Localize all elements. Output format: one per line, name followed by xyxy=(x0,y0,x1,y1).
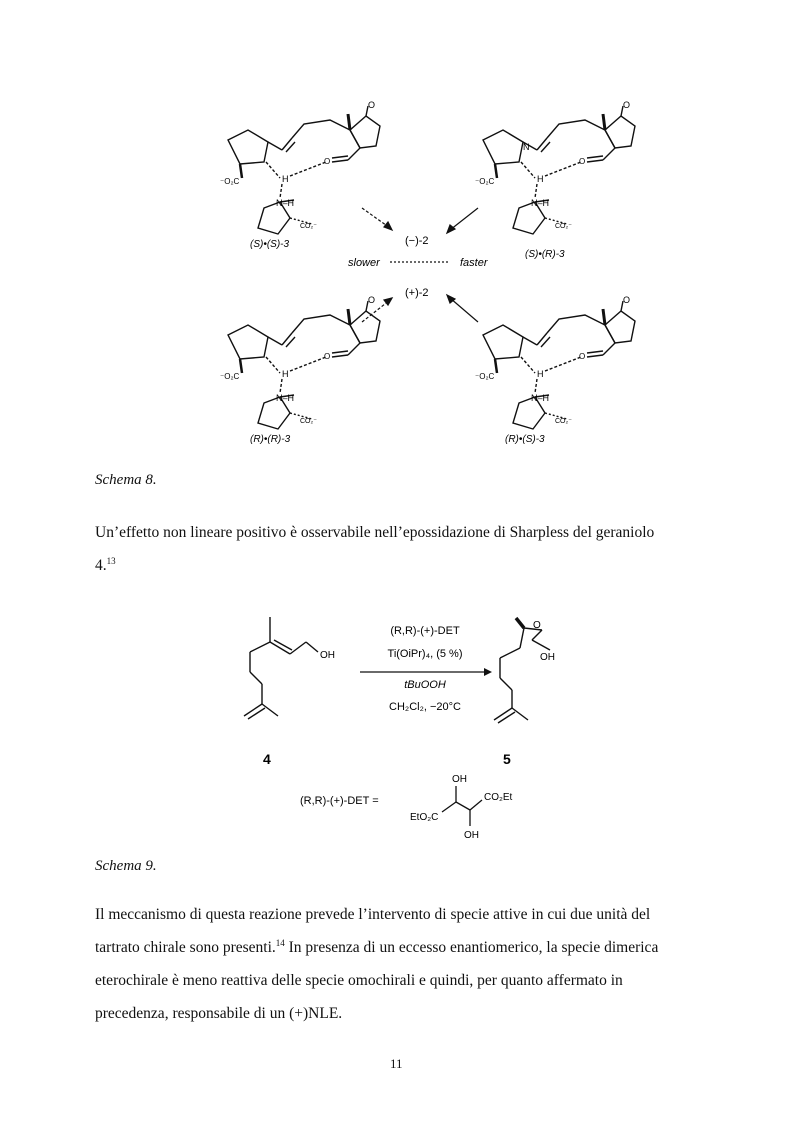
det-co2et: CO₂Et xyxy=(484,792,513,803)
condition-2: Ti(OiPr)₄, (5 %) xyxy=(387,648,463,660)
det-label: (R,R)-(+)-DET = xyxy=(300,795,379,807)
det-oh-bottom: OH xyxy=(464,830,479,841)
page-number: 11 xyxy=(390,1056,403,1071)
atom-label: O xyxy=(579,352,586,361)
atom-label: ⁻O₂C xyxy=(475,177,495,186)
scheme-8-figure xyxy=(200,100,640,460)
geraniol-structure xyxy=(244,617,318,719)
arrow-fast-bottom xyxy=(450,298,478,322)
transition-state-rs xyxy=(475,295,635,445)
paragraph-2-line: eterochirale è meno reattiva delle specie omochirali e quindi, per quanto affermato in xyxy=(95,972,623,989)
compound-ref: 4. xyxy=(95,557,107,574)
atom-label: CO₂⁻ xyxy=(555,223,572,230)
atom-label: O xyxy=(324,157,331,166)
atom-label: N xyxy=(523,142,530,152)
paragraph-2 xyxy=(95,898,700,1030)
atom-label: O xyxy=(623,100,631,110)
product-plus: (+)-2 xyxy=(405,287,429,299)
det-oh-top: OH xyxy=(452,774,467,785)
condition-4: CH₂Cl₂, −20°C xyxy=(389,701,461,713)
oh-group: OH xyxy=(320,650,335,661)
atom-label: H xyxy=(282,369,289,379)
paragraph-2-line xyxy=(95,931,700,964)
condition-1: (R,R)-(+)-DET xyxy=(390,625,460,637)
transition-state-sr xyxy=(475,100,635,260)
compound-4: 4 xyxy=(263,751,271,767)
arrow-head xyxy=(384,222,392,230)
label-faster: faster xyxy=(460,257,488,269)
atom-label: O xyxy=(579,157,586,166)
atom-label: ⁻O₂C xyxy=(220,177,240,186)
atom-label: N–H xyxy=(276,198,295,208)
arrow-head xyxy=(384,298,392,305)
epoxide-oxygen: O xyxy=(533,620,541,631)
atom-label: CO₂⁻ xyxy=(555,418,572,425)
paragraph-2-line: precedenza, responsabile di un (+)NLE. xyxy=(95,1005,343,1022)
atom-label: O xyxy=(623,295,631,305)
transition-state-rr xyxy=(220,295,380,445)
atom-label: H xyxy=(537,174,544,184)
paragraph-1 xyxy=(95,516,700,582)
atom-label: ⁻O₂C xyxy=(220,372,240,381)
scheme-9-title: Schema 9. xyxy=(95,858,157,874)
det-eto2c: EtO₂C xyxy=(410,812,439,823)
text-segment: tartrato chirale sono presenti. xyxy=(95,939,276,956)
scheme-9-figure xyxy=(220,612,560,852)
text-segment: In presenza di un eccesso enantiomerico, la specie dimerica xyxy=(284,939,659,956)
atom-label: O xyxy=(368,100,376,110)
atom-label: O xyxy=(368,295,376,305)
ts-label-rr: (R)•(R)-3 xyxy=(250,434,291,445)
ts-label-ss: (S)•(S)-3 xyxy=(250,239,290,250)
transition-state-ss xyxy=(220,100,380,250)
atom-label: H xyxy=(282,174,289,184)
paragraph-2-line: Il meccanismo di questa reazione prevede l’intervento di specie attive in cui due unità del xyxy=(95,906,651,923)
ts-label-sr: (S)•(R)-3 xyxy=(525,249,565,260)
methyl-wedge xyxy=(516,618,524,628)
atom-label: N–H xyxy=(276,393,295,403)
atom-label: N–H xyxy=(531,393,550,403)
det-structure xyxy=(442,786,482,826)
paragraph-1-line: Un’effetto non lineare positivo è osservabile nell’epossidazione di Sharpless del geraniolo xyxy=(95,524,655,541)
compound-5: 5 xyxy=(503,751,511,767)
atom-label: O xyxy=(324,352,331,361)
citation-13: 13 xyxy=(106,555,116,566)
arrow-head xyxy=(484,668,492,676)
epoxide-structure xyxy=(494,628,550,723)
citation-14: 14 xyxy=(275,937,285,948)
scheme-8-title: Schema 8. xyxy=(95,472,157,488)
label-slower: slower xyxy=(348,257,380,269)
oh-group: OH xyxy=(540,652,555,663)
atom-label: CO₂⁻ xyxy=(300,418,317,425)
ts-label-rs: (R)•(S)-3 xyxy=(505,434,545,445)
arrow-head xyxy=(447,225,455,233)
atom-label: N–H xyxy=(531,198,550,208)
paragraph-1-line xyxy=(95,549,700,582)
condition-3: tBuOOH xyxy=(404,679,446,691)
atom-label: ⁻O₂C xyxy=(475,372,495,381)
arrow-fast-top xyxy=(450,208,478,230)
product-minus: (−)-2 xyxy=(405,235,429,247)
atom-label: H xyxy=(537,369,544,379)
atom-label: CO₂⁻ xyxy=(300,223,317,230)
